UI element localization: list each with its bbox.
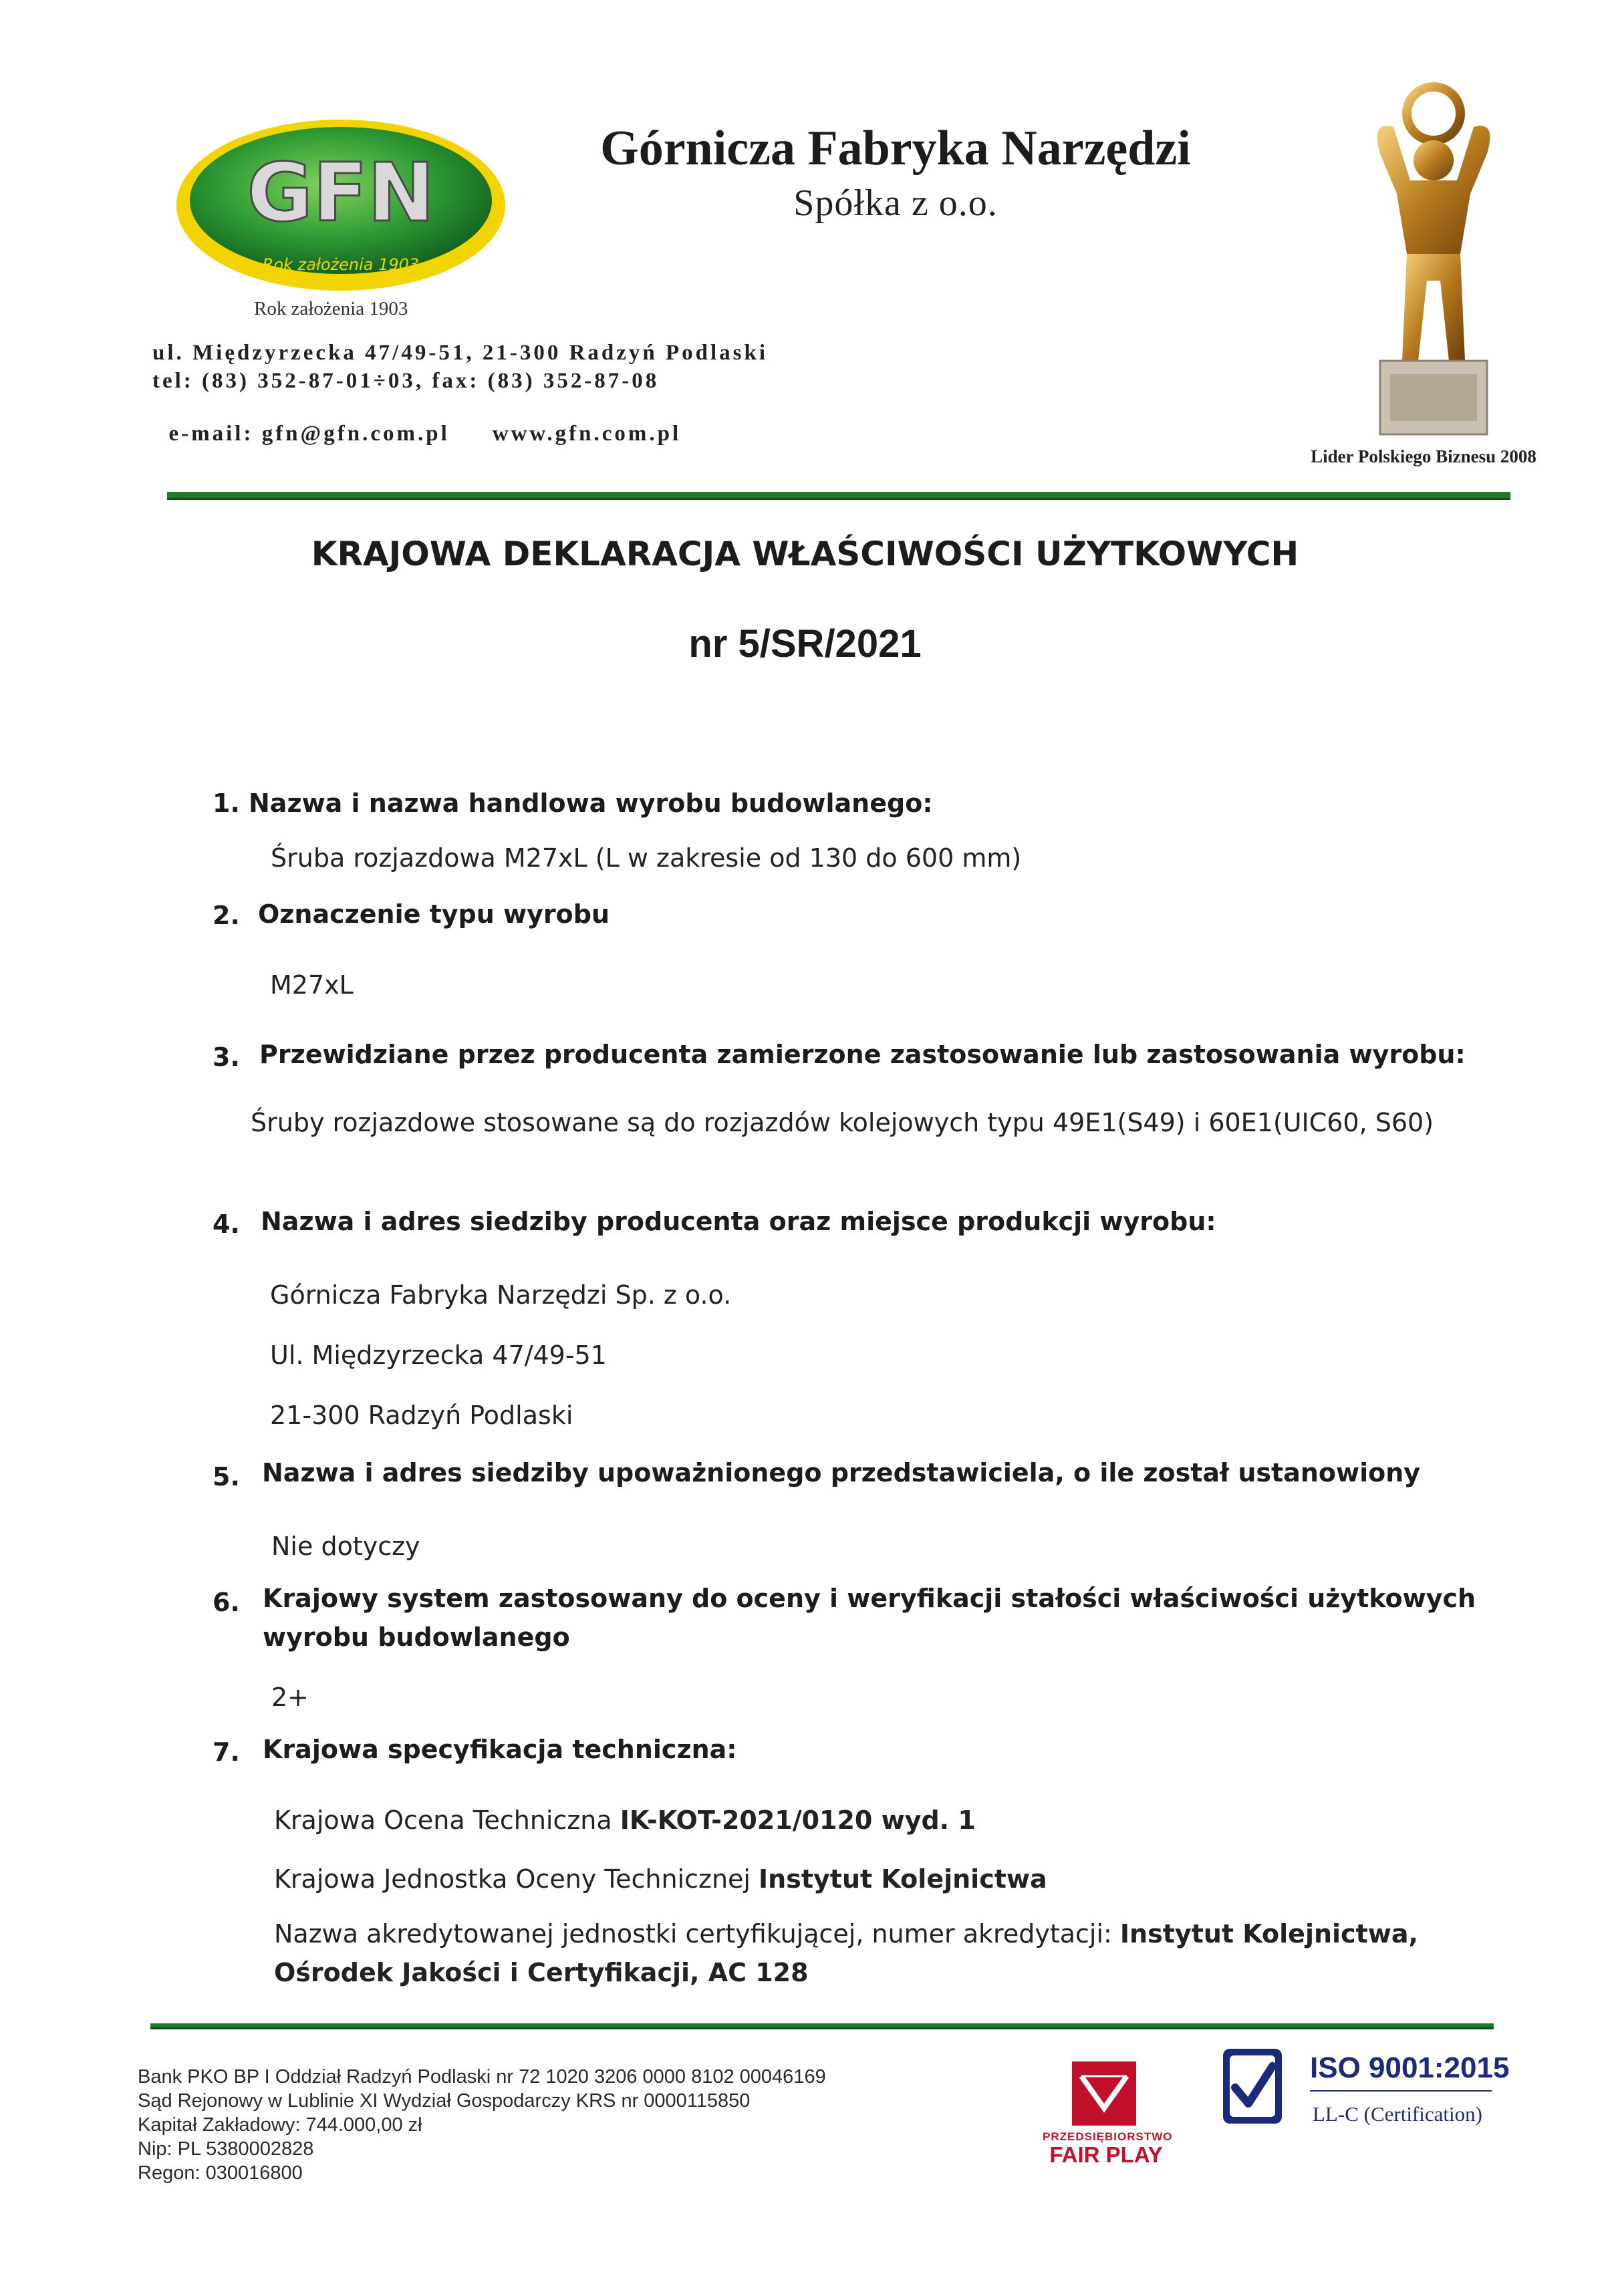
section-4-title: Nazwa i adres siedziby producenta oraz miejsce produkcji wyrobu: — [261, 1207, 1216, 1236]
iso-divider — [1310, 2090, 1492, 2092]
section-4-line3: 21-300 Radzyń Podlaski — [270, 1401, 573, 1430]
founded-year: Rok założenia 1903 — [254, 298, 408, 319]
fair-play-label: FAIR PLAY — [1049, 2142, 1163, 2167]
assessment-body-label: Krajowa Jednostka Oceny Technicznej — [274, 1864, 759, 1894]
section-1-number: 1. — [213, 788, 240, 818]
section-4-number: 4. — [213, 1209, 240, 1239]
section-7-line3 — [274, 1919, 1418, 1949]
section-7-line1 — [274, 1806, 976, 1835]
website-link[interactable]: www.gfn.com.pl — [492, 422, 682, 446]
section-2-number: 2. — [213, 901, 240, 930]
section-5-value: Nie dotyczy — [271, 1532, 420, 1561]
company-email — [152, 397, 681, 446]
award-caption: Lider Polskiego Biznesu 2008 — [1311, 446, 1536, 466]
section-7-line2 — [274, 1864, 1047, 1894]
section-4-line1: Górnicza Fabryka Narzędzi Sp. z o.o. — [270, 1280, 732, 1310]
fair-play-logo-icon — [1072, 2061, 1136, 2126]
company-address: ul. Międzyrzecka 47/49-51, 21-300 Radzyń Podlaski — [152, 341, 769, 365]
logo-text: GFN — [247, 147, 435, 240]
section-6-title-line1: Krajowy system zastosowany do oceny i weryfikacji stałości właściwości użytkowych — [263, 1584, 1476, 1613]
header-divider — [167, 492, 1510, 498]
section-3-value: Śruby rozjazdowe stosowane są do rozjazdów kolejowych typu 49E1(S49) i 60E1(UIC60, S60) — [251, 1108, 1434, 1137]
section-1-value: Śruba rozjazdowa M27xL (L w zakresie od 130 do 600 mm) — [271, 843, 1022, 873]
assessment-body-name: Instytut Kolejnictwa — [759, 1864, 1047, 1894]
company-name: Górnicza Fabryka Narzędzi — [600, 121, 1191, 176]
footer-divider — [150, 2023, 1494, 2027]
iso-certifier: LL-C (Certification) — [1313, 2102, 1482, 2126]
document-number: nr 5/SR/2021 — [688, 622, 922, 666]
footer-court: Sąd Rejonowy w Lublinie XI Wydział Gospodarczy KRS nr 0000115850 — [138, 2090, 751, 2112]
section-7-number: 7. — [213, 1737, 240, 1767]
iso-check-icon — [1220, 2046, 1285, 2126]
section-4-line2: Ul. Międzyrzecka 47/49-51 — [270, 1340, 607, 1370]
document-title: KRAJOWA DEKLARACJA WŁAŚCIWOŚCI UŻYTKOWYCH — [311, 535, 1299, 573]
footer-nip: Nip: PL 5380002828 — [138, 2138, 314, 2160]
company-phone-fax: tel: (83) 352-87-01÷03, fax: (83) 352-87-08 — [152, 369, 660, 393]
company-form: Spółka z o.o. — [793, 182, 998, 224]
gfn-logo — [174, 115, 508, 295]
section-2-value: M27xL — [270, 970, 354, 1000]
section-7-title: Krajowa specyfikacja techniczna: — [263, 1735, 737, 1764]
section-5-title: Nazwa i adres siedziby upoważnionego przedstawiciela, o ile został ustanowiony — [262, 1458, 1421, 1487]
certifying-body-name: Instytut Kolejnictwa, — [1119, 1919, 1418, 1949]
certifying-body-label: Nazwa akredytowanej jednostki certyfikującej, numer akredytacji: — [274, 1919, 1120, 1949]
kot-number: IK-KOT-2021/0120 wyd. 1 — [620, 1806, 976, 1835]
logo-ring-text: Rok założenia 1903 — [262, 255, 420, 274]
fair-play-small-label: PRZEDSIĘBIORSTWO — [1043, 2130, 1173, 2143]
section-6-number: 6. — [213, 1588, 240, 1617]
iso-standard: ISO 9001:2015 — [1310, 2051, 1510, 2084]
section-3-number: 3. — [213, 1042, 240, 1072]
section-2-title: Oznaczenie typu wyrobu — [258, 899, 610, 929]
section-6-title-line2: wyrobu budowlanego — [263, 1622, 570, 1652]
trophy-icon — [1343, 80, 1524, 441]
footer-regon: Regon: 030016800 — [138, 2162, 303, 2184]
section-7-line4: Ośrodek Jakości i Certyfikacji, AC 128 — [274, 1958, 809, 1987]
kot-label: Krajowa Ocena Techniczna — [274, 1806, 620, 1835]
section-1-title: Nazwa i nazwa handlowa wyrobu budowlanego: — [249, 788, 933, 818]
email-text: e-mail: gfn@gfn.com.pl — [168, 422, 450, 446]
footer-capital: Kapitał Zakładowy: 744.000,00 zł — [138, 2114, 422, 2136]
section-6-value: 2+ — [271, 1683, 309, 1712]
footer-bank: Bank PKO BP I Oddział Radzyń Podlaski nr 72 1020 3206 0000 8102 00046169 — [138, 2066, 826, 2088]
section-3-title: Przewidziane przez producenta zamierzone zastosowanie lub zastosowania wyrobu: — [259, 1040, 1466, 1069]
section-5-number: 5. — [213, 1462, 240, 1491]
